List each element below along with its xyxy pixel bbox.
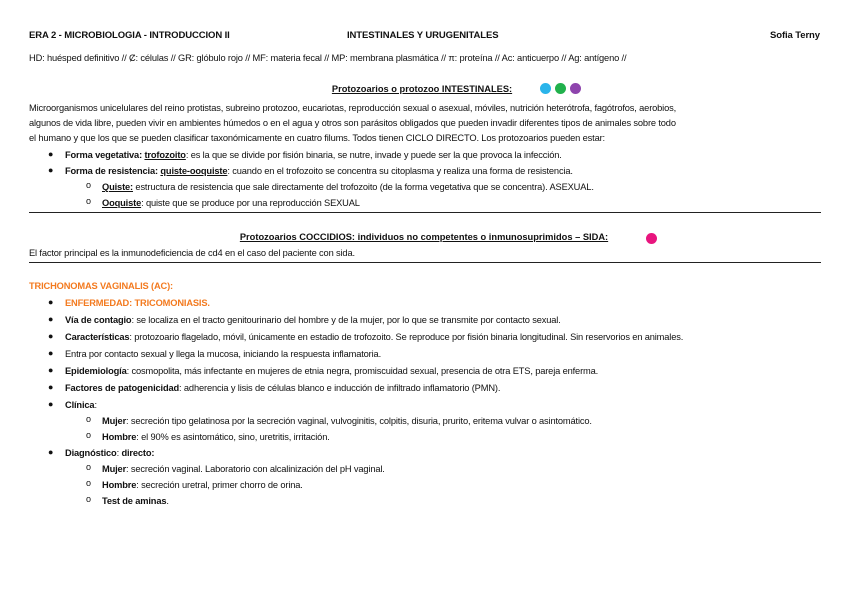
bullet-icon: ● <box>48 314 54 324</box>
paragraph-line: el humano y que los que se pueden clasificar taxonómicamente en cuatro filums. Todos tienen CICLO DIRECTO. Los protozoarios pueden estar: <box>29 133 605 143</box>
header-center: INTESTINALES Y URUGENITALES <box>347 30 499 41</box>
bullet-icon: ● <box>48 382 54 392</box>
section1-dot-green <box>555 83 566 94</box>
sub-bullet-icon: o <box>86 430 92 440</box>
header-left: ERA 2 - MICROBIOLOGIA - INTRODUCCION II <box>29 30 230 41</box>
list-item: Hombre: secreción uretral, primer chorro de orina. <box>102 480 303 490</box>
bullet-icon: ● <box>48 331 54 341</box>
bullet-icon: ● <box>48 165 54 175</box>
bullet-icon: ● <box>48 399 54 409</box>
section1-title: Protozoarios o protozoo INTESTINALES: <box>331 84 513 94</box>
section1-dot-blue <box>540 83 551 94</box>
sub-bullet-icon: o <box>86 478 92 488</box>
list-item: Quiste: estructura de resistencia que sale directamente del trofozoito (de la forma vegetativa que se concentra). ASEXUAL. <box>102 182 594 192</box>
list-item: Factores de patogenicidad: adherencia y lisis de células blanco e inducción de infiltrado inflamatorio (PMN). <box>65 383 501 393</box>
divider <box>29 212 821 213</box>
list-item: Características: protozoario flagelado, móvil, únicamente en estadio de trofozoito. Se reproduce por fisión binaria longitudinal. Sin reservorios en animales. <box>65 332 684 342</box>
list-item: Hombre: el 90% es asintomático, sino, uretritis, irritación. <box>102 432 330 442</box>
sub-bullet-icon: o <box>86 180 92 190</box>
bullet-icon: ● <box>48 348 54 358</box>
divider <box>29 262 821 263</box>
sub-bullet-icon: o <box>86 494 92 504</box>
sub-bullet-icon: o <box>86 414 92 424</box>
sub-bullet-icon: o <box>86 196 92 206</box>
bullet-icon: ● <box>48 447 54 457</box>
section3-title: TRICHONOMAS VAGINALIS (AC): <box>29 281 174 291</box>
list-item: Mujer: secreción tipo gelatinosa por la secreción vaginal, vulvoginitis, colpitis, disuria, prurito, eritema vulvar o asintomático. <box>102 416 592 426</box>
disease-label: ENFERMEDAD: TRICOMONIASIS. <box>65 298 210 308</box>
paragraph-line: algunos de vida libre, pueden vivir en ambientes húmedos o en el agua y otros son parásitos obligados que pueden invadir diferentes tipos de animales sobre todo <box>29 118 676 128</box>
bullet-icon: ● <box>48 365 54 375</box>
list-item: Diagnóstico: directo: <box>65 448 155 458</box>
paragraph-line: Microorganismos unicelulares del reino protistas, subreino protozoo, eucariotas, reproducción sexual o asexual, móviles, nutrición heterótrofa, fagótrofos, aerobios, <box>29 103 677 113</box>
abbreviations-line: HD: huésped definitivo // Ȼ: células // GR: glóbulo rojo // MF: materia fecal // MP: membrana plasmática // π: proteína // Ac: anticuerpo // Ag: antígeno // <box>29 53 627 63</box>
list-item: Clínica: <box>65 400 97 410</box>
section1-dot-purple <box>570 83 581 94</box>
list-item: Entra por contacto sexual y llega la mucosa, iniciando la respuesta inflamatoria. <box>65 349 382 359</box>
section2-title: Protozoarios COCCIDIOS: individuos no competentes o inmunosuprimidos – SIDA: <box>239 232 609 242</box>
section2-dot-pink <box>646 233 657 244</box>
list-item: Vía de contagio: se localiza en el tracto genitourinario del hombre y de la mujer, por lo que se transmite por contacto sexual. <box>65 315 561 325</box>
bullet-icon: ● <box>48 297 54 307</box>
list-item: Forma de resistencia: quiste-ooquiste: cuando en el trofozoito se concentra su citoplasma y realiza una forma de resistencia. <box>65 166 573 176</box>
sub-bullet-icon: o <box>86 462 92 472</box>
list-item: Forma vegetativa: trofozoito: es la que se divide por fisión binaria, se nutre, invade y puede ser la que provoca la infección. <box>65 150 562 160</box>
list-item: Ooquiste: quiste que se produce por una reproducción SEXUAL <box>102 198 360 208</box>
bullet-icon: ● <box>48 149 54 159</box>
list-item: Epidemiología: cosmopolita, más infectante en mujeres de etnia negra, promiscuidad sexual, presencia de otra ETS, pareja enferma. <box>65 366 599 376</box>
list-item: Mujer: secreción vaginal. Laboratorio con alcalinización del pH vaginal. <box>102 464 385 474</box>
header-author: Sofia Terny <box>770 30 820 41</box>
list-item: Test de aminas. <box>102 496 169 506</box>
section2-text: El factor principal es la inmunodeficiencia de cd4 en el caso del paciente con sida. <box>29 248 355 258</box>
